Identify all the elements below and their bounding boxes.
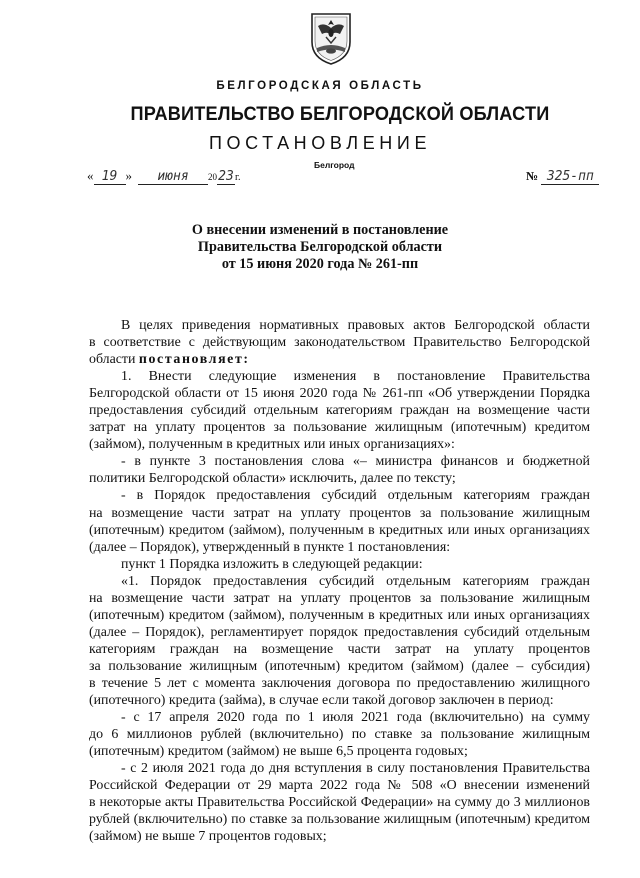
text-line: «1. Порядок предоставления субсидий отдельным категориям граждан bbox=[121, 573, 590, 589]
text-line: Белгородской области от 15 июня 2020 года № 261-пп «Об утверждении Порядка bbox=[89, 386, 590, 402]
document-body bbox=[89, 317, 590, 845]
text-line: В целях приведения нормативных правовых актов Белгородской области bbox=[121, 318, 590, 333]
date-month bbox=[138, 168, 208, 185]
text-fragment: области bbox=[89, 352, 139, 368]
city-name: Белгород bbox=[314, 160, 355, 170]
text-line: на возмещение части затрат на уплату процентов за пользование жилищным bbox=[89, 505, 590, 521]
text-line: политики Белгородской области» исключить, далее по тексту; bbox=[89, 471, 456, 487]
text-line: (займом) не выше 7 процентов годовых; bbox=[89, 829, 327, 845]
text-line: в некоторые акты Правительства Российской Федерации» на сумму до 3 миллионов bbox=[89, 795, 590, 811]
title-line: О внесении изменений в постановление bbox=[191, 222, 449, 238]
resolves-word: постановляет: bbox=[138, 352, 250, 368]
date-day-value: 19 bbox=[94, 170, 126, 185]
date-year bbox=[208, 168, 240, 185]
text-line: до 6 миллионов рублей (включительно) по ставке за пользование жилищным bbox=[89, 727, 590, 743]
text-line: (ипотечным) кредитом (займом) не выше 6,5 процента годовых; bbox=[89, 744, 468, 760]
text-line: (ипотечным) кредитом (займом), полученным в кредитных или иных организациях bbox=[89, 607, 590, 623]
text-line bbox=[89, 351, 590, 368]
title-line: Правительства Белгородской области bbox=[197, 239, 443, 255]
date-close-quote: » bbox=[125, 168, 132, 183]
text-line: категориям граждан на возмещение части затрат на уплату процентов bbox=[89, 641, 590, 657]
text-line: рублей (включительно) по ставке за пользование жилищным (ипотечным) кредитом bbox=[89, 812, 590, 828]
text-line: затрат на уплату процентов за пользование жилищным (ипотечным) кредитом bbox=[89, 420, 590, 436]
text-line: - в пункте 3 постановления слова «– министра финансов и бюджетной bbox=[121, 454, 590, 470]
number-label: № bbox=[526, 169, 539, 183]
date-day bbox=[87, 168, 132, 185]
text-line: на возмещение части затрат на уплату процентов за пользование жилищным bbox=[89, 590, 590, 606]
title-line: от 15 июня 2020 года № 261-пп bbox=[221, 256, 419, 272]
text-line: 1. Внести следующие изменения в постановление Правительства bbox=[121, 369, 590, 385]
document-title bbox=[0, 222, 640, 273]
text-line: (ипотечного) кредита (займа), в случае если такой договор заключен в период: bbox=[89, 693, 554, 709]
text-line: (займом), полученным в кредитных или иных организациях»: bbox=[89, 437, 455, 453]
text-line: (далее – Порядок), утвержденный в пункте 1 постановления: bbox=[89, 539, 451, 555]
text-line: за пользование жилищным (ипотечным) кредитом (займом) (далее – субсидия) bbox=[89, 658, 590, 674]
coat-of-arms-icon bbox=[309, 12, 353, 66]
text-line: - в Порядок предоставления субсидий отдельным категориям граждан bbox=[121, 488, 590, 504]
date-open-quote: « bbox=[87, 168, 94, 183]
text-line: в течение 5 лет с момента заключения договора по предоставлению жилищного bbox=[89, 675, 590, 691]
date-year-abbr: г. bbox=[235, 172, 241, 183]
date-month-value: июня bbox=[138, 170, 208, 185]
document-number bbox=[526, 168, 599, 185]
text-line: предоставления субсидий отдельным категориям граждан на возмещение части bbox=[89, 403, 590, 419]
government-name: ПРАВИТЕЛЬСТВО БЕЛГОРОДСКОЙ ОБЛАСТИ bbox=[130, 103, 550, 125]
date-year-suffix: 23 bbox=[218, 169, 234, 184]
text-line: пункт 1 Порядка изложить в следующей редакции: bbox=[121, 556, 423, 572]
region-name: БЕЛГОРОДСКАЯ ОБЛАСТЬ bbox=[216, 80, 424, 92]
text-line: (ипотечным) кредитом (займом), полученным в кредитных или иных организациях bbox=[89, 522, 590, 538]
text-line: (далее – Порядок), регламентирует порядок предоставления субсидий отдельным bbox=[89, 624, 590, 640]
text-line: - с 17 апреля 2020 года по 1 июля 2021 года (включительно) на сумму bbox=[121, 710, 590, 726]
number-value: 325-пп bbox=[541, 170, 599, 185]
text-line: - с 2 июля 2021 года до дня вступления в силу постановления Правительства bbox=[121, 761, 590, 777]
text-line: Российской Федерации от 29 марта 2022 года № 508 «О внесении изменений bbox=[89, 778, 590, 794]
document-type: ПОСТАНОВЛЕНИЕ bbox=[208, 133, 432, 153]
date-year-prefix: 20 bbox=[208, 172, 217, 182]
text-line: в соответствие с действующим законодательством Правительство Белгородской bbox=[89, 335, 590, 351]
